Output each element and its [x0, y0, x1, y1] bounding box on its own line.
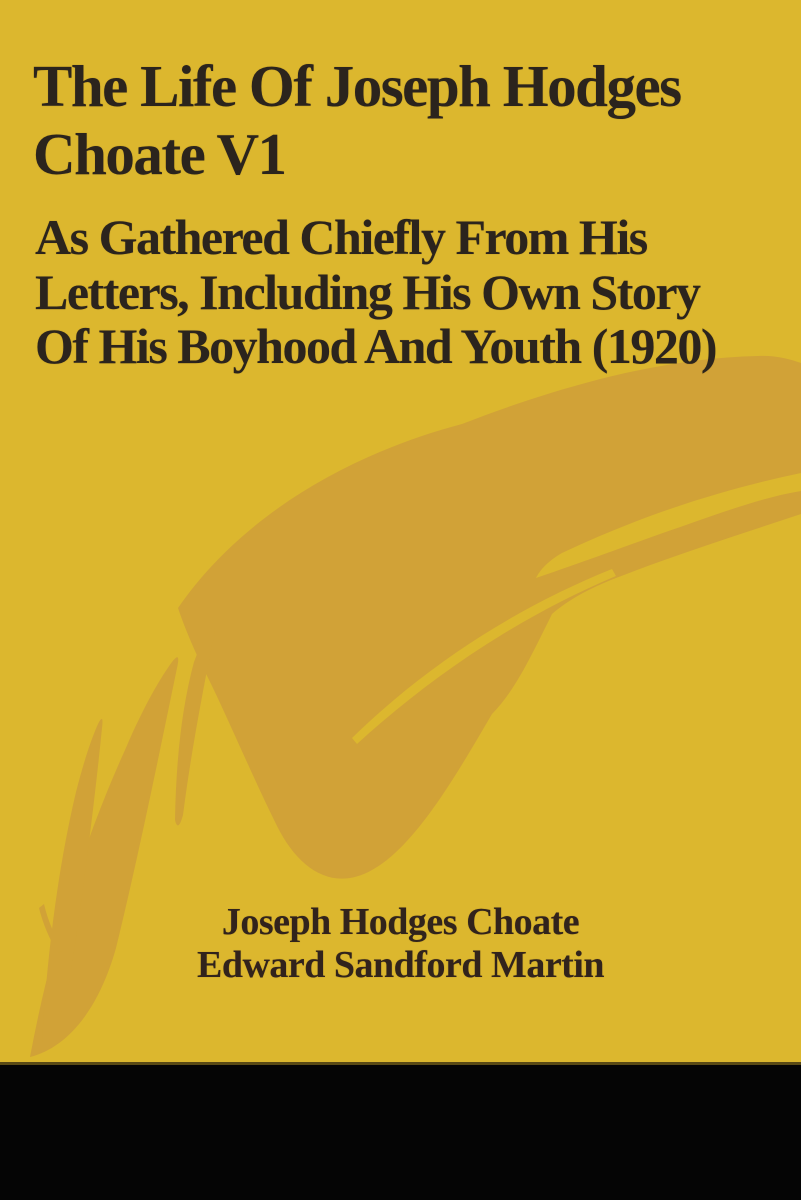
author-name-2: Edward Sandford Martin [196, 944, 605, 986]
title-line-1: The Life Of Joseph Hodges [33, 53, 681, 119]
author-name-1: Joseph Hodges Choate [221, 901, 580, 943]
subtitle-line-3: Of His Boyhood And Youth (1920) [35, 318, 716, 374]
book-authors [0, 901, 801, 987]
book-subtitle [35, 210, 716, 374]
title-line-2: Choate V1 [33, 121, 286, 187]
footer-black-bar [0, 1062, 801, 1200]
subtitle-line-2: Letters, Including His Own Story [35, 263, 700, 320]
subtitle-line-1: As Gathered Chiefly From His [35, 209, 647, 265]
book-title [33, 52, 681, 188]
